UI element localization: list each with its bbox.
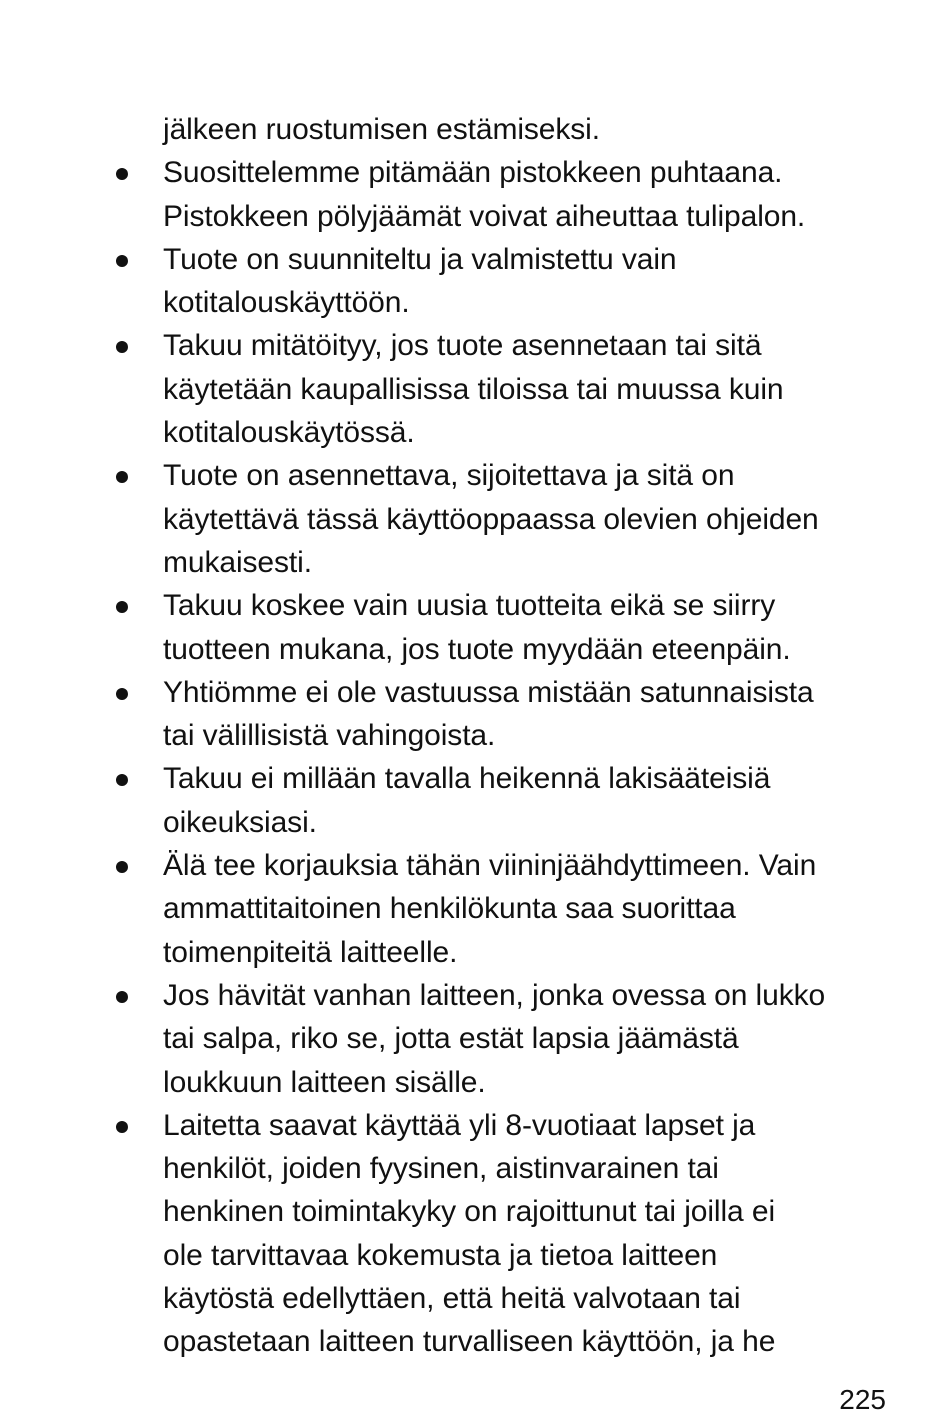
list-item	[0, 1104, 883, 1364]
bullet-icon	[116, 255, 128, 267]
text-line: Takuu ei millään tavalla heikennä lakisääteisiä	[163, 762, 771, 796]
text-line: Takuu koskee vain uusia tuotteita eikä se siirry	[163, 589, 776, 623]
text-line: mukaisesti.	[163, 545, 312, 579]
list-item	[0, 151, 883, 238]
bullet-icon	[116, 168, 128, 180]
list-item	[0, 671, 883, 758]
list-item	[0, 757, 883, 844]
bullet-icon	[116, 991, 128, 1003]
text-line: tai salpa, riko se, jotta estät lapsia jäämästä	[163, 1022, 739, 1056]
text-line: toimenpiteitä laitteelle.	[163, 935, 458, 969]
document-body	[0, 108, 950, 1364]
text-line: jälkeen ruostumisen estämiseksi.	[163, 113, 600, 146]
text-line: Tuote on asennettava, sijoitettava ja sitä on	[163, 459, 735, 493]
text-line: loukkuun laitteen sisälle.	[163, 1065, 486, 1099]
text-line: kotitalouskäytössä.	[163, 416, 415, 450]
list-item	[0, 454, 883, 584]
page-number: 225	[839, 1384, 886, 1415]
bullet-icon	[116, 341, 128, 353]
text-line: oikeuksiasi.	[163, 805, 317, 839]
text-line: kotitalouskäyttöön.	[163, 286, 410, 320]
bullet-icon	[116, 861, 128, 873]
text-line: tai välillisistä vahingoista.	[163, 719, 496, 753]
text-line: Pistokkeen pölyjäämät voivat aiheuttaa tulipalon.	[163, 199, 806, 233]
text-line: ammattitaitoinen henkilökunta saa suorittaa	[163, 892, 736, 926]
bullet-icon	[116, 601, 128, 613]
text-line: Yhtiömme ei ole vastuussa mistään satunnaisista	[163, 675, 814, 709]
bullet-icon	[116, 774, 128, 786]
list-item	[0, 844, 883, 974]
text-line: tuotteen mukana, jos tuote myydään eteenpäin.	[163, 632, 791, 666]
text-line: opastetaan laitteen turvalliseen käyttöön, ja he	[163, 1325, 776, 1359]
text-line: Takuu mitätöityy, jos tuote asennetaan tai sitä	[163, 329, 762, 363]
bullet-icon	[116, 688, 128, 700]
text-line: Laitetta saavat käyttää yli 8-vuotiaat lapset ja	[163, 1108, 756, 1142]
text-line: Älä tee korjauksia tähän viininjäähdyttimeen. Vain	[163, 849, 817, 883]
text-line: ole tarvittavaa kokemusta ja tietoa laitteen	[163, 1238, 718, 1272]
bullet-icon	[116, 1121, 128, 1133]
bullet-icon	[116, 471, 128, 483]
text-line: käytöstä edellyttäen, että heitä valvotaan tai	[163, 1282, 741, 1316]
list-item	[0, 974, 883, 1104]
text-line: Tuote on suunniteltu ja valmistettu vain	[163, 242, 677, 276]
text-line: käytetään kaupallisissa tiloissa tai muussa kuin	[163, 372, 784, 406]
list-item	[0, 238, 883, 325]
list-item	[0, 324, 883, 454]
text-line: Suosittelemme pitämään pistokkeen puhtaana.	[163, 156, 783, 190]
list-item	[0, 584, 883, 671]
continued-paragraph	[0, 108, 883, 151]
text-line: Jos hävität vanhan laitteen, jonka ovessa on lukko	[163, 978, 826, 1012]
text-line: käytettävä tässä käyttöoppaassa olevien ohjeiden	[163, 502, 819, 536]
text-line: henkilöt, joiden fyysinen, aistinvarainen tai	[163, 1152, 719, 1186]
text-line: henkinen toimintakyky on rajoittunut tai joilla ei	[163, 1195, 776, 1229]
